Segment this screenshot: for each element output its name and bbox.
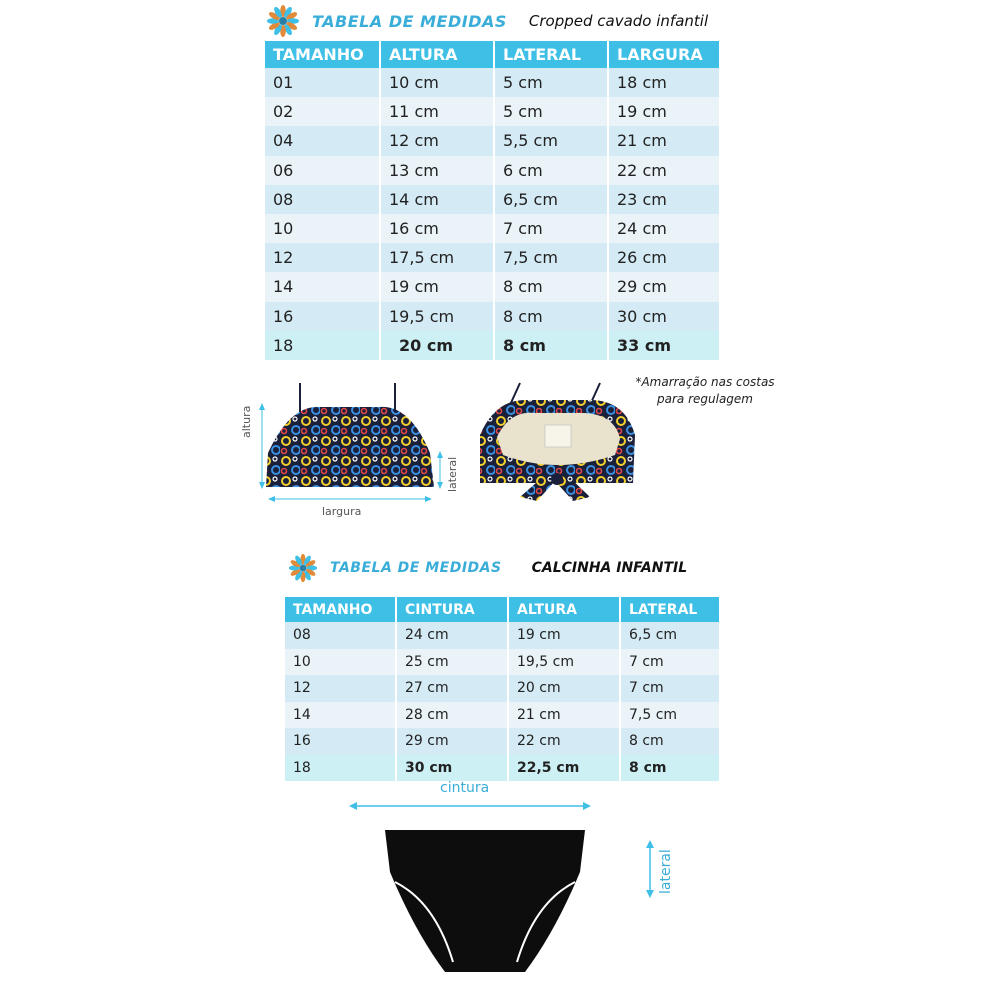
table-cell: 14 cm	[381, 185, 493, 214]
dim-lateral-label: lateral	[658, 849, 674, 894]
table-cell: 5 cm	[495, 97, 607, 126]
table-cell: 06	[265, 156, 379, 185]
table-cell: 08	[265, 185, 379, 214]
table-cell: 13 cm	[381, 156, 493, 185]
table-cell: 7 cm	[621, 649, 719, 676]
column-header: TAMANHO	[285, 597, 395, 622]
table-cell: 12	[285, 675, 395, 702]
table-cell: 19,5 cm	[381, 302, 493, 331]
table-cell: 29 cm	[397, 728, 507, 755]
panty-size-table	[283, 597, 721, 781]
dim-cintura-label: cintura	[440, 780, 490, 796]
table-cell: 19 cm	[609, 97, 719, 126]
note-line: para regulagem	[657, 392, 753, 406]
note-line: *Amarração nas costas	[635, 375, 775, 389]
table-cell: 17,5 cm	[381, 243, 493, 272]
table-cell: 08	[285, 622, 395, 649]
table-cell: 25 cm	[397, 649, 507, 676]
table-cell: 01	[265, 68, 379, 97]
table-row	[285, 622, 719, 649]
table-cell: 8 cm	[495, 272, 607, 301]
table-cell: 19 cm	[509, 622, 619, 649]
column-header: LARGURA	[609, 41, 719, 68]
table-cell: 16	[285, 728, 395, 755]
table-cell: 10 cm	[381, 68, 493, 97]
table-cell: 22,5 cm	[509, 755, 619, 782]
table-cell: 18	[265, 331, 379, 360]
bottom-header	[288, 553, 687, 583]
column-header: TAMANHO	[265, 41, 379, 68]
table-cell: 30 cm	[397, 755, 507, 782]
top-header	[266, 4, 708, 38]
table-cell: 8 cm	[621, 728, 719, 755]
table-row	[285, 728, 719, 755]
table-cell: 7,5 cm	[495, 243, 607, 272]
brand-title: TABELA DE MEDIDAS	[312, 11, 507, 31]
table-cell: 5,5 cm	[495, 126, 607, 155]
table-cell: 7 cm	[621, 675, 719, 702]
table-row	[285, 649, 719, 676]
dim-lateral-label: lateral	[446, 456, 459, 492]
table-cell: 10	[265, 214, 379, 243]
dimension-arrow-icon	[345, 796, 595, 816]
table-cell: 04	[265, 126, 379, 155]
table-cell: 19 cm	[381, 272, 493, 301]
tie-note	[610, 374, 800, 408]
table-cell: 27 cm	[397, 675, 507, 702]
flower-logo-icon	[288, 553, 318, 583]
table-cell: 8 cm	[495, 302, 607, 331]
table-cell: 30 cm	[609, 302, 719, 331]
table-row	[265, 302, 719, 331]
table-cell: 8 cm	[495, 331, 607, 360]
table-cell: 12	[265, 243, 379, 272]
dim-largura-label: largura	[322, 505, 362, 518]
table-cell: 14	[285, 702, 395, 729]
table-cell: 16 cm	[381, 214, 493, 243]
table-cell: 22 cm	[609, 156, 719, 185]
table-row	[265, 97, 719, 126]
table-cell: 02	[265, 97, 379, 126]
table-cell: 24 cm	[397, 622, 507, 649]
cropped-size-table	[263, 41, 721, 360]
table-row	[285, 755, 719, 782]
table-cell: 8 cm	[621, 755, 719, 782]
table-cell: 21 cm	[609, 126, 719, 155]
dimension-arrow-icon	[640, 838, 660, 900]
table-cell: 18 cm	[609, 68, 719, 97]
table-row	[285, 675, 719, 702]
product-title: Cropped cavado infantil	[528, 12, 709, 30]
column-header: LATERAL	[621, 597, 719, 622]
cropped-front-illustration	[240, 375, 450, 525]
table-header-row	[285, 597, 719, 622]
table-cell: 6,5 cm	[621, 622, 719, 649]
table-cell: 11 cm	[381, 97, 493, 126]
column-header: LATERAL	[495, 41, 607, 68]
table-cell: 12 cm	[381, 126, 493, 155]
dim-altura-label: altura	[240, 405, 253, 438]
column-header: CINTURA	[397, 597, 507, 622]
table-cell: 24 cm	[609, 214, 719, 243]
table-cell: 16	[265, 302, 379, 331]
table-row	[285, 702, 719, 729]
table-cell: 33 cm	[609, 331, 719, 360]
table-row	[265, 243, 719, 272]
table-cell: 20 cm	[509, 675, 619, 702]
panty-illustration	[375, 822, 615, 992]
table-cell: 10	[285, 649, 395, 676]
table-cell: 7 cm	[495, 214, 607, 243]
table-cell: 29 cm	[609, 272, 719, 301]
table-cell: 5 cm	[495, 68, 607, 97]
table-cell: 7,5 cm	[621, 702, 719, 729]
flower-logo-icon	[266, 4, 300, 38]
table-cell: 20 cm	[381, 331, 493, 360]
table-cell: 23 cm	[609, 185, 719, 214]
table-cell: 26 cm	[609, 243, 719, 272]
table-cell: 6,5 cm	[495, 185, 607, 214]
column-header: ALTURA	[381, 41, 493, 68]
table-row	[265, 272, 719, 301]
table-cell: 28 cm	[397, 702, 507, 729]
table-cell: 14	[265, 272, 379, 301]
table-cell: 6 cm	[495, 156, 607, 185]
table-row	[265, 214, 719, 243]
brand-title: TABELA DE MEDIDAS	[330, 560, 502, 576]
product-title: CALCINHA INFANTIL	[531, 560, 688, 576]
table-row	[265, 331, 719, 360]
table-row	[265, 126, 719, 155]
table-cell: 19,5 cm	[509, 649, 619, 676]
table-row	[265, 185, 719, 214]
column-header: ALTURA	[509, 597, 619, 622]
table-row	[265, 156, 719, 185]
table-row	[265, 68, 719, 97]
table-cell: 18	[285, 755, 395, 782]
table-cell: 22 cm	[509, 728, 619, 755]
table-cell: 21 cm	[509, 702, 619, 729]
table-header-row	[265, 41, 719, 68]
